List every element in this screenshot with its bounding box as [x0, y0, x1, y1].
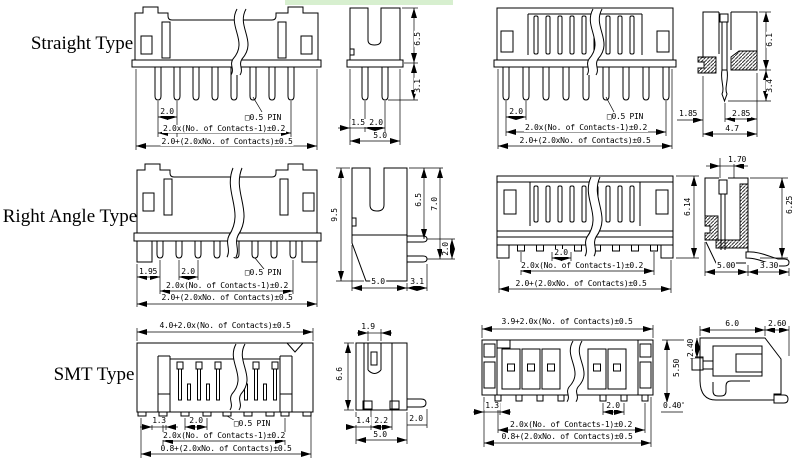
dim-rightangle-section-height: 6.25	[785, 195, 794, 215]
dim-straight-front-contacts: 2.0x(No. of Contacts-1)±0.2	[163, 124, 285, 133]
dim-straight-front-pin-note: □0.5 PIN	[244, 113, 282, 122]
dim-rightangle-top-height: 6.14	[683, 197, 692, 217]
straight-section-view	[677, 12, 771, 137]
dim-rightangle-top-contacts: 2.0x(No. of Contacts-1)±0.2	[521, 261, 643, 270]
dim-rightangle-front-contacts: 2.0x(No. of Contacts-1)±0.2	[166, 281, 288, 290]
dim-smt-section-depth: 2.40	[686, 338, 695, 358]
dim-rightangle-side-total-height: 9.5	[330, 208, 339, 222]
dim-smt-top-contacts: 2.0x(No. of Contacts-1)±0.2	[510, 420, 632, 429]
dim-straight-section-body-height: 6.1	[765, 33, 774, 47]
dim-smt-section-width: 6.0	[725, 319, 739, 328]
dim-smt-top-offset: 1.3	[485, 401, 499, 410]
dim-smt-top-total-top: 3.9+2.0x(No. of Contacts)±0.5	[501, 317, 633, 326]
dim-smt-side-wall: 1.4	[356, 416, 370, 425]
dim-straight-topentry-pin-note: □0.5 PIN	[606, 112, 644, 121]
dim-straight-section-pin-length: 3.4	[765, 79, 774, 93]
dim-smt-side-slot-width: 1.9	[361, 322, 375, 331]
dim-rightangle-side-width: 5.0	[371, 277, 385, 286]
dim-smt-front-total: 0.8+(2.0xNo. of Contacts)±0.5	[160, 444, 292, 453]
dim-rightangle-section-pin-offset: 1.70	[727, 155, 747, 164]
dim-rightangle-top-total: 2.0+(2.0xNo. of Contacts)±0.5	[515, 279, 647, 288]
dim-straight-side-body-height: 6.5	[413, 32, 422, 46]
dim-rightangle-section-pin-length: 3.30	[759, 261, 779, 270]
dim-smt-top-pitch: 2.0	[606, 401, 620, 410]
dim-smt-front-total-top: 4.0+2.0x(No. of Contacts)±0.5	[159, 321, 291, 330]
dim-smt-front-contacts: 2.0x(No. of Contacts-1)±0.2	[163, 431, 285, 440]
dim-straight-section-width: 4.7	[725, 124, 739, 133]
dim-smt-front-pin-note: □0.5 PIN	[233, 419, 271, 428]
highlight-bar	[285, 0, 453, 5]
smt-side-view	[344, 329, 427, 444]
dim-smt-section-height: 5.50	[672, 358, 681, 378]
dim-straight-side-pitch: 2.0	[369, 118, 383, 127]
dim-rightangle-side-pin-height: 7.0	[430, 197, 439, 211]
dim-smt-front-pitch: 2.0	[189, 416, 203, 425]
dim-rightangle-front-pitch: 2.0	[181, 267, 195, 276]
dim-straight-side-width: 5.0	[373, 131, 387, 140]
dim-rightangle-side-body-height: 6.5	[414, 193, 423, 207]
dim-straight-section-pin-span: 2.85	[731, 109, 751, 118]
rightangle-top-view	[497, 176, 699, 293]
dim-smt-side-width: 5.0	[373, 430, 387, 439]
dim-straight-side-pin-length: 3.1	[413, 79, 422, 93]
dim-straight-topentry-contacts: 2.0x(No. of Contacts-1)±0.2	[525, 123, 647, 132]
dim-straight-front-pitch: 2.0	[160, 107, 174, 116]
smt-section-view	[690, 326, 789, 403]
dim-straight-topentry-offset: 1.85	[678, 109, 698, 118]
dim-rightangle-front-pin-note: □0.5 PIN	[244, 268, 282, 277]
dim-rightangle-front-end-width: 1.95	[138, 267, 158, 276]
dim-rightangle-top-pitch: 2.0	[554, 248, 568, 257]
dim-straight-topentry-total: 2.0+(2.0xNo. of Contacts)±0.5	[519, 136, 651, 145]
row-title-smt: SMT Type	[53, 364, 135, 385]
dim-straight-front-total: 2.0+(2.0xNo. of Contacts)±0.5	[161, 137, 293, 146]
dim-rightangle-side-pin-length: 3.1	[410, 277, 424, 286]
row-title-right-angle: Right Angle Type	[2, 206, 138, 227]
dim-rightangle-front-total: 2.0+(2.0xNo. of Contacts)±0.5	[161, 293, 293, 302]
dim-smt-top-total: 0.8+(2.0xNo. of Contacts)±0.5	[501, 432, 633, 441]
dim-smt-top-standoff: 0.40	[662, 401, 682, 410]
dim-smt-side-cavity: 2.2	[374, 416, 388, 425]
dim-straight-side-offset: 1.5	[351, 118, 365, 127]
dim-straight-topentry-pitch: 2.0	[509, 107, 523, 116]
rightangle-side-view	[336, 168, 455, 291]
dim-smt-side-pad-length: 2.0	[409, 414, 423, 423]
dim-smt-front-offset: 1.3	[152, 416, 166, 425]
row-title-straight: Straight Type	[30, 33, 134, 54]
dim-smt-side-height: 6.6	[335, 367, 344, 381]
rightangle-section-view	[705, 155, 789, 276]
dim-rightangle-section-width: 5.00	[716, 261, 736, 270]
dim-smt-section-pad: 2.60	[767, 319, 787, 328]
dim-rightangle-side-pin-pitch: 2.0	[441, 242, 450, 256]
